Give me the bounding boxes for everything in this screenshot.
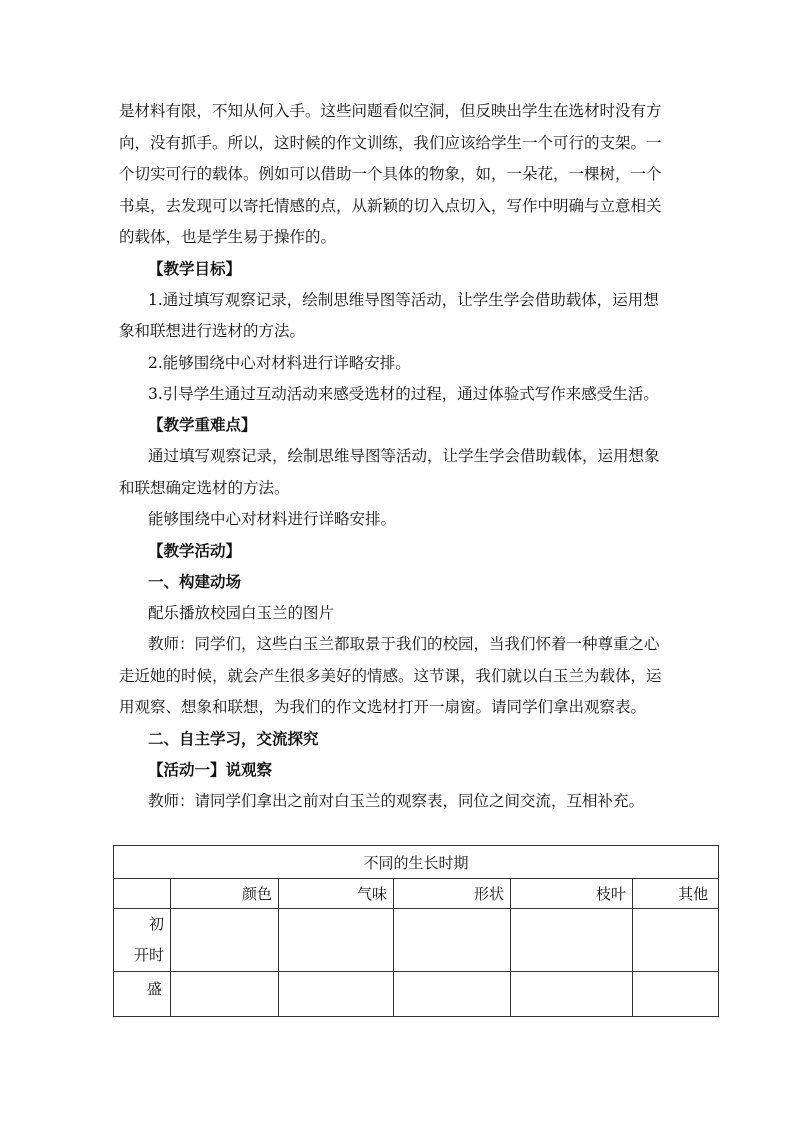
- row-label: 盛: [114, 972, 171, 1017]
- section-text-continued: 走近她的时候，就会产生很多美好的情感。这节课，我们就以白玉兰为载体，运: [119, 667, 662, 685]
- paragraph-line: 的载体，也是学生易于操作的。: [119, 228, 337, 246]
- section-text: 教师：同学们，这些白玉兰都取景于我们的校园，当我们怀着一种尊重之心: [148, 635, 660, 653]
- activity-one-text: 教师：请同学们拿出之前对白玉兰的观察表，同位之间交流，互相补充。: [148, 792, 645, 810]
- table-row: [114, 972, 719, 1017]
- paragraph-line: 是材料有限，不知从何入手。这些问题看似空洞，但反映出学生在选材时没有方: [119, 102, 662, 120]
- key-points-heading: 【教学重难点】: [148, 415, 257, 434]
- table-header-empty: [114, 879, 171, 909]
- row-label: [114, 909, 171, 972]
- paragraph-line: 个切实可行的载体。例如可以借助一个具体的物象，如，一朵花，一棵树，一个: [119, 165, 662, 183]
- key-point: 能够围绕中心对材料进行详略安排。: [148, 510, 397, 528]
- key-point-continued: 和联想确定选材的方法。: [119, 479, 290, 497]
- table-header-cell: 其他: [633, 879, 719, 909]
- table-cell: [511, 972, 633, 1017]
- activity-heading: 【教学活动】: [148, 541, 242, 560]
- table-header-cell: 气味: [279, 879, 394, 909]
- table-header-cell: 枝叶: [511, 879, 633, 909]
- activity-one-bracket: 【活动一】: [148, 760, 226, 779]
- table-cell: [171, 909, 279, 972]
- table-header-row: [114, 879, 719, 909]
- observation-table: [113, 845, 719, 1017]
- table-cell: [394, 909, 511, 972]
- section-text-continued: 用观察、想象和联想，为我们的作文选材打开一扇窗。请同学们拿出观察表。: [119, 698, 647, 716]
- table-cell: [633, 909, 719, 972]
- row-label-line: 开时: [133, 946, 164, 964]
- table-title: 不同的生长时期: [114, 846, 719, 879]
- table-cell: [394, 972, 511, 1017]
- section-heading: 一、构建动场: [148, 572, 242, 591]
- row-label-line: 初: [148, 915, 164, 933]
- key-point: 通过填写观察记录，绘制思维导图等活动，让学生学会借助载体，运用想象: [148, 447, 660, 465]
- table-header-cell: 颜色: [171, 879, 279, 909]
- table-header-cell: 形状: [394, 879, 511, 909]
- table-cell: [511, 909, 633, 972]
- activity-one-title: 说观察: [225, 760, 273, 779]
- table-cell: [279, 972, 394, 1017]
- paragraph-line: 向，没有抓手。所以，这时候的作文训练，我们应该给学生一个可行的支架。一: [119, 134, 662, 152]
- goal-item-continued: 象和联想进行选材的方法。: [119, 322, 306, 340]
- goal-item: 3.引导学生通过互动活动来感受选材的过程，通过体验式写作来感受生活。: [148, 385, 659, 403]
- goal-item: 1.通过填写观察记录，绘制思维导图等活动，让学生学会借助载体，运用想: [148, 291, 659, 309]
- section-heading: 二、自主学习，交流探究: [148, 729, 319, 748]
- table-row: [114, 909, 719, 972]
- goal-item: 2.能够围绕中心对材料进行详略安排。: [148, 354, 411, 372]
- table-cell: [171, 972, 279, 1017]
- paragraph-line: 书桌，去发现可以寄托情感的点，从新颖的切入点切入，写作中明确与立意相关: [119, 197, 662, 215]
- table-cell: [279, 909, 394, 972]
- table-cell: [633, 972, 719, 1017]
- activity-one-heading: [148, 760, 679, 780]
- table-title-row: [114, 846, 719, 879]
- section-text: 配乐播放校园白玉兰的图片: [148, 604, 335, 622]
- goals-heading: 【教学目标】: [148, 259, 242, 278]
